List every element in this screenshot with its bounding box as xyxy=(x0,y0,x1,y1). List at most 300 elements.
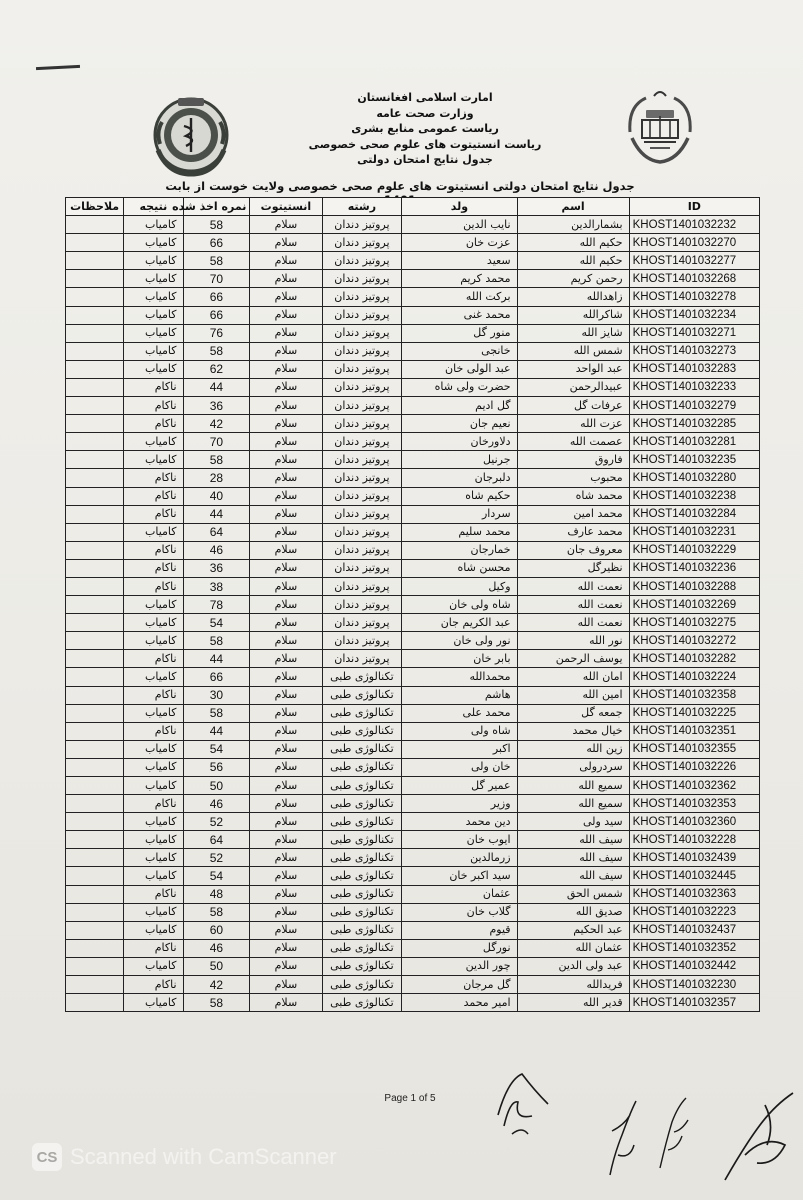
table-row xyxy=(66,270,760,288)
cell-name: شمس الله xyxy=(517,342,629,360)
cell-remarks xyxy=(66,397,124,415)
cell-id: KHOST1401032272 xyxy=(629,632,759,650)
cell-id: KHOST1401032280 xyxy=(629,469,759,487)
cell-name: خیال محمد xyxy=(517,722,629,740)
cell-field: پروتیز دندان xyxy=(322,577,402,595)
ministry-health-emblem-icon xyxy=(148,92,234,178)
table-row xyxy=(66,686,760,704)
cell-institute: سلام xyxy=(250,921,322,939)
cell-father: گل ادیم xyxy=(402,397,517,415)
cell-field: پروتیز دندان xyxy=(322,252,402,270)
cell-name: معروف جان xyxy=(517,541,629,559)
header-line-results: جدول نتایج امتحان دولتی xyxy=(357,153,493,166)
cell-name: محمد امین xyxy=(517,505,629,523)
table-row xyxy=(66,939,760,957)
table-row xyxy=(66,288,760,306)
cell-score: 58 xyxy=(183,632,250,650)
cell-score: 50 xyxy=(183,777,250,795)
cell-name: زین الله xyxy=(517,740,629,758)
cell-id: KHOST1401032275 xyxy=(629,614,759,632)
cell-result: ناکام xyxy=(124,885,183,903)
cell-id: KHOST1401032273 xyxy=(629,342,759,360)
cell-remarks xyxy=(66,740,124,758)
cell-score: 70 xyxy=(183,270,250,288)
table-row xyxy=(66,252,760,270)
cell-score: 36 xyxy=(183,397,250,415)
cell-field: پروتیز دندان xyxy=(322,397,402,415)
cell-name: رحمن کریم xyxy=(517,270,629,288)
cell-field: تکنالوژی طبی xyxy=(322,795,402,813)
cell-id: KHOST1401032352 xyxy=(629,939,759,957)
cell-score: 76 xyxy=(183,324,250,342)
cell-name: عبد ولی الدین xyxy=(517,957,629,975)
cell-remarks xyxy=(66,976,124,994)
cell-name: نعمت الله xyxy=(517,577,629,595)
cell-father: برکت الله xyxy=(402,288,517,306)
cell-id: KHOST1401032284 xyxy=(629,505,759,523)
cell-institute: سلام xyxy=(250,270,322,288)
cell-name: جمعه گل xyxy=(517,704,629,722)
cell-field: تکنالوژی طبی xyxy=(322,686,402,704)
cell-father: نایب الدین xyxy=(402,216,517,234)
cell-id: KHOST1401032224 xyxy=(629,668,759,686)
cell-result: ناکام xyxy=(124,650,183,668)
cell-id: KHOST1401032269 xyxy=(629,596,759,614)
cell-result: ناکام xyxy=(124,722,183,740)
cell-field: تکنالوژی طبی xyxy=(322,740,402,758)
cell-field: پروتیز دندان xyxy=(322,216,402,234)
cell-name: حکیم الله xyxy=(517,252,629,270)
table-title: جدول نتایج امتحان دولتی انستیتوت های علوم صحی خصوصی ولایت خوست از بابت xyxy=(165,179,635,193)
table-row xyxy=(66,813,760,831)
signature-stamp-text xyxy=(652,1092,698,1172)
cell-remarks xyxy=(66,342,124,360)
cell-result: کامیاب xyxy=(124,849,183,867)
cell-institute: سلام xyxy=(250,433,322,451)
cell-score: 58 xyxy=(183,903,250,921)
cell-institute: سلام xyxy=(250,397,322,415)
cell-id: KHOST1401032283 xyxy=(629,360,759,378)
table-row xyxy=(66,342,760,360)
col-header-result: نتیجه xyxy=(124,198,183,216)
cell-name: محبوب xyxy=(517,469,629,487)
cell-field: تکنالوژی طبی xyxy=(322,939,402,957)
cell-father: عبد الکریم جان xyxy=(402,614,517,632)
table-row xyxy=(66,596,760,614)
cell-id: KHOST1401032363 xyxy=(629,885,759,903)
cell-remarks xyxy=(66,523,124,541)
cell-score: 66 xyxy=(183,234,250,252)
cell-institute: سلام xyxy=(250,722,322,740)
cell-remarks xyxy=(66,650,124,668)
cell-name: صدیق الله xyxy=(517,903,629,921)
cell-score: 30 xyxy=(183,686,250,704)
cell-score: 36 xyxy=(183,559,250,577)
cell-name: عرفات گل xyxy=(517,397,629,415)
cell-remarks xyxy=(66,614,124,632)
cell-name: بشمارالدین xyxy=(517,216,629,234)
cell-institute: سلام xyxy=(250,505,322,523)
cell-name: عزت الله xyxy=(517,415,629,433)
cell-result: کامیاب xyxy=(124,342,183,360)
cell-name: زاهدالله xyxy=(517,288,629,306)
cell-remarks xyxy=(66,686,124,704)
cell-father: دلبرجان xyxy=(402,469,517,487)
table-row xyxy=(66,849,760,867)
cell-institute: سلام xyxy=(250,686,322,704)
cell-id: KHOST1401032231 xyxy=(629,523,759,541)
cell-field: تکنالوژی طبی xyxy=(322,867,402,885)
cell-father: عمیر گل xyxy=(402,777,517,795)
cell-result: کامیاب xyxy=(124,903,183,921)
cell-field: تکنالوژی طبی xyxy=(322,976,402,994)
cell-institute: سلام xyxy=(250,740,322,758)
cell-institute: سلام xyxy=(250,234,322,252)
cell-field: تکنالوژی طبی xyxy=(322,957,402,975)
cell-result: ناکام xyxy=(124,686,183,704)
cell-id: KHOST1401032358 xyxy=(629,686,759,704)
cell-result: کامیاب xyxy=(124,451,183,469)
cell-name: حکیم الله xyxy=(517,234,629,252)
cell-result: کامیاب xyxy=(124,596,183,614)
cell-name: سیف الله xyxy=(517,831,629,849)
cell-father: نورگل xyxy=(402,939,517,957)
cell-institute: سلام xyxy=(250,903,322,921)
cell-id: KHOST1401032288 xyxy=(629,577,759,595)
cell-father: خانجی xyxy=(402,342,517,360)
cell-institute: سلام xyxy=(250,704,322,722)
cell-result: ناکام xyxy=(124,976,183,994)
cell-father: محمد غنی xyxy=(402,306,517,324)
cell-remarks xyxy=(66,921,124,939)
cell-id: KHOST1401032223 xyxy=(629,903,759,921)
cell-score: 42 xyxy=(183,976,250,994)
cell-name: سردرولی xyxy=(517,758,629,776)
cell-id: KHOST1401032236 xyxy=(629,559,759,577)
cell-score: 58 xyxy=(183,451,250,469)
cell-field: پروتیز دندان xyxy=(322,234,402,252)
table-row xyxy=(66,704,760,722)
cell-institute: سلام xyxy=(250,831,322,849)
signature-middle xyxy=(600,1095,650,1180)
cell-result: ناکام xyxy=(124,505,183,523)
cell-father: عزت خان xyxy=(402,234,517,252)
cell-remarks xyxy=(66,632,124,650)
cell-father: سعید xyxy=(402,252,517,270)
cell-field: پروتیز دندان xyxy=(322,306,402,324)
cell-father: شاه ولی xyxy=(402,722,517,740)
cell-remarks xyxy=(66,795,124,813)
table-row xyxy=(66,867,760,885)
cell-id: KHOST1401032277 xyxy=(629,252,759,270)
pen-mark xyxy=(36,65,80,70)
cell-result: کامیاب xyxy=(124,360,183,378)
cell-score: 66 xyxy=(183,668,250,686)
cell-id: KHOST1401032234 xyxy=(629,306,759,324)
cell-score: 70 xyxy=(183,433,250,451)
cell-result: کامیاب xyxy=(124,777,183,795)
cell-field: تکنالوژی طبی xyxy=(322,722,402,740)
cell-id: KHOST1401032282 xyxy=(629,650,759,668)
cell-father: سید اکبر خان xyxy=(402,867,517,885)
cell-remarks xyxy=(66,957,124,975)
cell-field: پروتیز دندان xyxy=(322,433,402,451)
cell-field: پروتیز دندان xyxy=(322,523,402,541)
cell-result: ناکام xyxy=(124,559,183,577)
cell-id: KHOST1401032442 xyxy=(629,957,759,975)
cell-field: پروتیز دندان xyxy=(322,559,402,577)
col-header-score: نمره اخذ شده xyxy=(183,198,250,216)
cell-remarks xyxy=(66,777,124,795)
col-header-institute: انستیتوت xyxy=(250,198,322,216)
cell-name: عبیدالرحمن xyxy=(517,378,629,396)
cell-name: شمس الحق xyxy=(517,885,629,903)
cell-institute: سلام xyxy=(250,596,322,614)
cell-id: KHOST1401032279 xyxy=(629,397,759,415)
cell-father: چور الدین xyxy=(402,957,517,975)
cell-name: عبد الواحد xyxy=(517,360,629,378)
table-row xyxy=(66,668,760,686)
cell-field: تکنالوژی طبی xyxy=(322,831,402,849)
cell-institute: سلام xyxy=(250,360,322,378)
cell-name: امین الله xyxy=(517,686,629,704)
cell-remarks xyxy=(66,288,124,306)
cell-remarks xyxy=(66,831,124,849)
cell-id: KHOST1401032278 xyxy=(629,288,759,306)
cell-score: 54 xyxy=(183,740,250,758)
cell-result: کامیاب xyxy=(124,704,183,722)
cell-id: KHOST1401032357 xyxy=(629,994,759,1012)
cell-id: KHOST1401032285 xyxy=(629,415,759,433)
cell-field: پروتیز دندان xyxy=(322,415,402,433)
cell-name: نعمت الله xyxy=(517,614,629,632)
cell-id: KHOST1401032351 xyxy=(629,722,759,740)
cell-field: تکنالوژی طبی xyxy=(322,921,402,939)
cell-field: تکنالوژی طبی xyxy=(322,849,402,867)
cell-result: کامیاب xyxy=(124,523,183,541)
cell-score: 52 xyxy=(183,849,250,867)
cell-id: KHOST1401032281 xyxy=(629,433,759,451)
cell-field: پروتیز دندان xyxy=(322,378,402,396)
cell-result: کامیاب xyxy=(124,614,183,632)
cell-id: KHOST1401032270 xyxy=(629,234,759,252)
table-row xyxy=(66,433,760,451)
col-header-remarks: ملاحظات xyxy=(66,198,124,216)
cell-remarks xyxy=(66,577,124,595)
cell-father: حضرت ولی شاه xyxy=(402,378,517,396)
cell-score: 46 xyxy=(183,541,250,559)
cell-score: 54 xyxy=(183,614,250,632)
cell-father: خمارجان xyxy=(402,541,517,559)
cell-result: کامیاب xyxy=(124,252,183,270)
cell-result: کامیاب xyxy=(124,957,183,975)
cell-father: ایوب خان xyxy=(402,831,517,849)
cell-score: 66 xyxy=(183,288,250,306)
cell-field: پروتیز دندان xyxy=(322,342,402,360)
cell-field: تکنالوژی طبی xyxy=(322,777,402,795)
cell-father: هاشم xyxy=(402,686,517,704)
cell-name: محمد عارف xyxy=(517,523,629,541)
cell-institute: سلام xyxy=(250,777,322,795)
cell-result: ناکام xyxy=(124,939,183,957)
cell-institute: سلام xyxy=(250,378,322,396)
page-number: Page 1 of 5 xyxy=(384,1093,436,1104)
table-row xyxy=(66,360,760,378)
cell-field: تکنالوژی طبی xyxy=(322,885,402,903)
table-row xyxy=(66,505,760,523)
table-row xyxy=(66,903,760,921)
cell-remarks xyxy=(66,252,124,270)
header-line-ministry: وزارت صحت عامه xyxy=(376,106,474,120)
cell-id: KHOST1401032233 xyxy=(629,378,759,396)
cell-field: پروتیز دندان xyxy=(322,288,402,306)
cell-institute: سلام xyxy=(250,288,322,306)
cell-id: KHOST1401032437 xyxy=(629,921,759,939)
cell-institute: سلام xyxy=(250,994,322,1012)
cell-field: تکنالوژی طبی xyxy=(322,758,402,776)
cell-field: پروتیز دندان xyxy=(322,596,402,614)
table-row xyxy=(66,559,760,577)
cell-remarks xyxy=(66,994,124,1012)
cell-score: 44 xyxy=(183,722,250,740)
cell-name: سمیع الله xyxy=(517,777,629,795)
cell-name: عبد الحکیم xyxy=(517,921,629,939)
cell-field: پروتیز دندان xyxy=(322,650,402,668)
cell-score: 50 xyxy=(183,957,250,975)
cell-name: محمد شاه xyxy=(517,487,629,505)
cell-institute: سلام xyxy=(250,415,322,433)
cell-field: پروتیز دندان xyxy=(322,451,402,469)
cell-score: 38 xyxy=(183,577,250,595)
cell-result: کامیاب xyxy=(124,813,183,831)
cell-id: KHOST1401032445 xyxy=(629,867,759,885)
results-table xyxy=(65,197,760,1012)
cell-name: قدیر الله xyxy=(517,994,629,1012)
cell-remarks xyxy=(66,505,124,523)
table-row xyxy=(66,957,760,975)
table-row xyxy=(66,921,760,939)
cell-remarks xyxy=(66,469,124,487)
cell-field: تکنالوژی طبی xyxy=(322,813,402,831)
cell-id: KHOST1401032439 xyxy=(629,849,759,867)
cell-score: 64 xyxy=(183,523,250,541)
table-row xyxy=(66,650,760,668)
cell-institute: سلام xyxy=(250,559,322,577)
cell-score: 58 xyxy=(183,342,250,360)
cell-father: وکیل xyxy=(402,577,517,595)
cell-father: خان ولی xyxy=(402,758,517,776)
cell-name: امان الله xyxy=(517,668,629,686)
cell-result: کامیاب xyxy=(124,740,183,758)
cell-remarks xyxy=(66,306,124,324)
table-row xyxy=(66,216,760,234)
cell-result: ناکام xyxy=(124,577,183,595)
col-header-name: اسم xyxy=(517,198,629,216)
cell-remarks xyxy=(66,234,124,252)
cell-score: 58 xyxy=(183,704,250,722)
cell-score: 62 xyxy=(183,360,250,378)
cell-institute: سلام xyxy=(250,324,322,342)
cell-score: 46 xyxy=(183,795,250,813)
cell-name: سیف الله xyxy=(517,867,629,885)
cell-score: 42 xyxy=(183,415,250,433)
cell-id: KHOST1401032355 xyxy=(629,740,759,758)
cell-remarks xyxy=(66,451,124,469)
cell-institute: سلام xyxy=(250,632,322,650)
cell-score: 58 xyxy=(183,252,250,270)
cell-father: محمد سلیم xyxy=(402,523,517,541)
cell-institute: سلام xyxy=(250,523,322,541)
cell-field: پروتیز دندان xyxy=(322,541,402,559)
cell-father: نور ولی خان xyxy=(402,632,517,650)
cell-father: قیوم xyxy=(402,921,517,939)
cell-result: ناکام xyxy=(124,487,183,505)
cell-remarks xyxy=(66,813,124,831)
cell-field: پروتیز دندان xyxy=(322,614,402,632)
cell-institute: سلام xyxy=(250,577,322,595)
cell-remarks xyxy=(66,885,124,903)
cell-institute: سلام xyxy=(250,451,322,469)
cell-result: کامیاب xyxy=(124,632,183,650)
cell-institute: سلام xyxy=(250,976,322,994)
cell-name: سید ولی xyxy=(517,813,629,831)
cell-remarks xyxy=(66,487,124,505)
cell-name: فریدالله xyxy=(517,976,629,994)
table-row xyxy=(66,740,760,758)
header-line-emirate: امارت اسلامی افغانستان xyxy=(357,91,493,104)
cell-name: فاروق xyxy=(517,451,629,469)
cell-score: 44 xyxy=(183,505,250,523)
cell-score: 48 xyxy=(183,885,250,903)
cell-result: ناکام xyxy=(124,397,183,415)
cell-remarks xyxy=(66,939,124,957)
col-header-field: رشته xyxy=(322,198,402,216)
cell-father: جرنیل xyxy=(402,451,517,469)
cell-institute: سلام xyxy=(250,885,322,903)
cell-remarks xyxy=(66,867,124,885)
cell-name: شایز الله xyxy=(517,324,629,342)
table-row xyxy=(66,758,760,776)
cell-result: کامیاب xyxy=(124,234,183,252)
cell-remarks xyxy=(66,596,124,614)
table-row xyxy=(66,541,760,559)
cell-father: سردار xyxy=(402,505,517,523)
cell-remarks xyxy=(66,849,124,867)
cell-score: 78 xyxy=(183,596,250,614)
cell-score: 58 xyxy=(183,216,250,234)
cell-id: KHOST1401032271 xyxy=(629,324,759,342)
cell-score: 58 xyxy=(183,994,250,1012)
cell-result: کامیاب xyxy=(124,867,183,885)
cell-institute: سلام xyxy=(250,867,322,885)
cell-father: نعیم جان xyxy=(402,415,517,433)
table-row xyxy=(66,306,760,324)
cell-remarks xyxy=(66,559,124,577)
cell-father: بابر خان xyxy=(402,650,517,668)
signature-left xyxy=(488,1060,558,1140)
cell-remarks xyxy=(66,378,124,396)
cell-institute: سلام xyxy=(250,469,322,487)
table-row xyxy=(66,777,760,795)
table-row xyxy=(66,722,760,740)
cell-institute: سلام xyxy=(250,957,322,975)
header-line-directorate: ریاست عمومی منابع بشری xyxy=(351,122,499,135)
cell-result: کامیاب xyxy=(124,324,183,342)
cell-remarks xyxy=(66,216,124,234)
table-row xyxy=(66,324,760,342)
cell-id: KHOST1401032230 xyxy=(629,976,759,994)
cell-field: تکنالوژی طبی xyxy=(322,994,402,1012)
